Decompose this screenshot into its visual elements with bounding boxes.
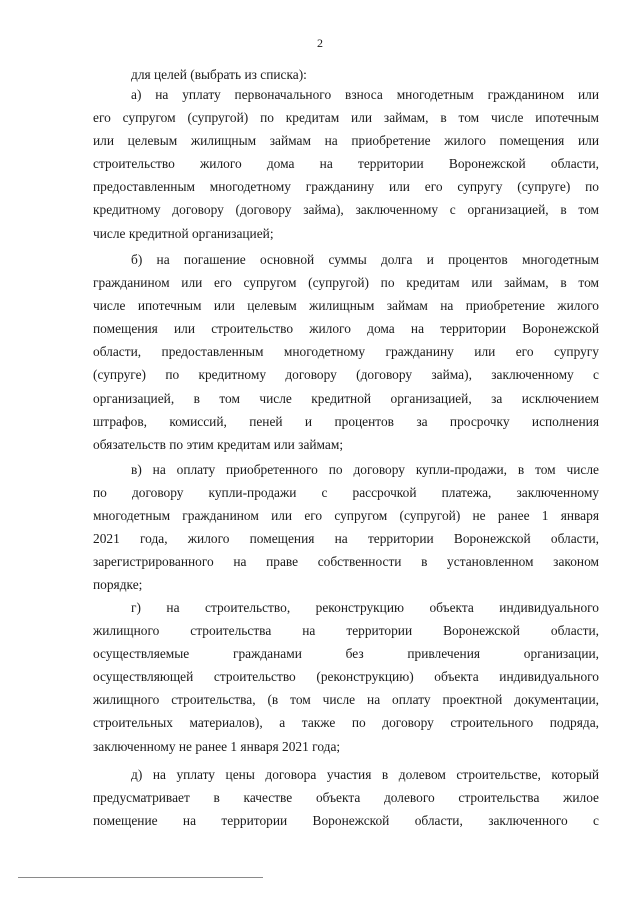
- paragraph-g: [93, 596, 599, 758]
- intro-line: для целей (выбрать из списка):: [131, 67, 307, 82]
- paragraph-line: или целевым жилищным займам на приобретение жилого помещения или: [93, 133, 599, 149]
- page-number: 2: [317, 36, 323, 50]
- paragraph-line: кредитному договору (договору займа), заключенному с организацией, в том: [93, 202, 599, 218]
- paragraph-b: [93, 248, 599, 456]
- paragraph-line: многодетным гражданином или его супругом (супругой) не ранее 1 января: [93, 508, 599, 524]
- paragraph-d: [93, 763, 599, 832]
- paragraph-line: предусматривает в качестве объекта долевого строительства жилое: [93, 790, 599, 806]
- paragraph-line: предоставленным многодетному гражданину или его супругу (супруге) по: [93, 179, 599, 195]
- paragraph-line: жилищного строительства, (в том числе на оплату проектной документации,: [93, 692, 599, 708]
- footer-rule: [18, 877, 263, 878]
- paragraph-line: помещения или строительство жилого дома на территории Воронежской: [93, 321, 599, 337]
- paragraph-line: заключенному не ранее 1 января 2021 года;: [93, 738, 341, 754]
- paragraph-line: порядке;: [93, 577, 143, 593]
- paragraph-line: осуществляющей строительство (реконструкцию) объекта индивидуального: [93, 669, 599, 685]
- paragraph-line: зарегистрированного на праве собственности в установленном законом: [93, 554, 599, 570]
- paragraph-line: строительство жилого дома на территории Воронежской области,: [93, 156, 599, 172]
- paragraph-line: гражданином или его супругом (супругой) по кредитам или займам, в том: [93, 275, 599, 291]
- paragraph-line: числе ипотечным или целевым жилищным займам на приобретение жилого: [93, 298, 599, 314]
- paragraph-line: штрафов, комиссий, пеней и процентов за просрочку исполнения: [93, 413, 599, 429]
- paragraph-line: обязательств по этим кредитам или займам;: [93, 436, 344, 452]
- paragraph-line: области, предоставленным многодетному гражданину или его супругу: [93, 344, 599, 360]
- paragraph-line: по договору купли-продажи с рассрочкой платежа, заключенному: [93, 485, 599, 501]
- paragraph-line: числе кредитной организацией;: [93, 225, 274, 241]
- paragraph-line: в) на оплату приобретенного по договору купли-продажи, в том числе: [131, 462, 599, 477]
- paragraph-line: его супругом (супругой) по кредитам или займам, в том числе ипотечным: [93, 110, 599, 126]
- paragraph-line: организацией, в том числе кредитной организацией, за исключением: [93, 390, 599, 406]
- paragraph-line: б) на погашение основной суммы долга и процентов многодетным: [131, 252, 599, 267]
- paragraph-line: (супруге) по кредитному договору (договору займа), заключенному с: [93, 367, 599, 383]
- paragraph-line: а) на уплату первоначального взноса многодетным гражданином или: [131, 87, 599, 102]
- paragraph-line: строительных материалов), а также по договору строительного подряда,: [93, 715, 599, 731]
- paragraph-line: г) на строительство, реконструкцию объекта индивидуального: [131, 600, 599, 615]
- paragraph-line: жилищного строительства на территории Воронежской области,: [93, 623, 599, 639]
- paragraph-line: осуществляемые гражданами без привлечения организации,: [93, 646, 599, 662]
- paragraph-line: помещение на территории Воронежской области, заключенного с: [93, 813, 599, 829]
- paragraph-v: [93, 458, 599, 597]
- paragraph-line: д) на уплату цены договора участия в долевом строительстве, который: [131, 767, 599, 782]
- paragraph-a: [93, 83, 599, 245]
- paragraph-line: 2021 года, жилого помещения на территории Воронежской области,: [93, 531, 599, 547]
